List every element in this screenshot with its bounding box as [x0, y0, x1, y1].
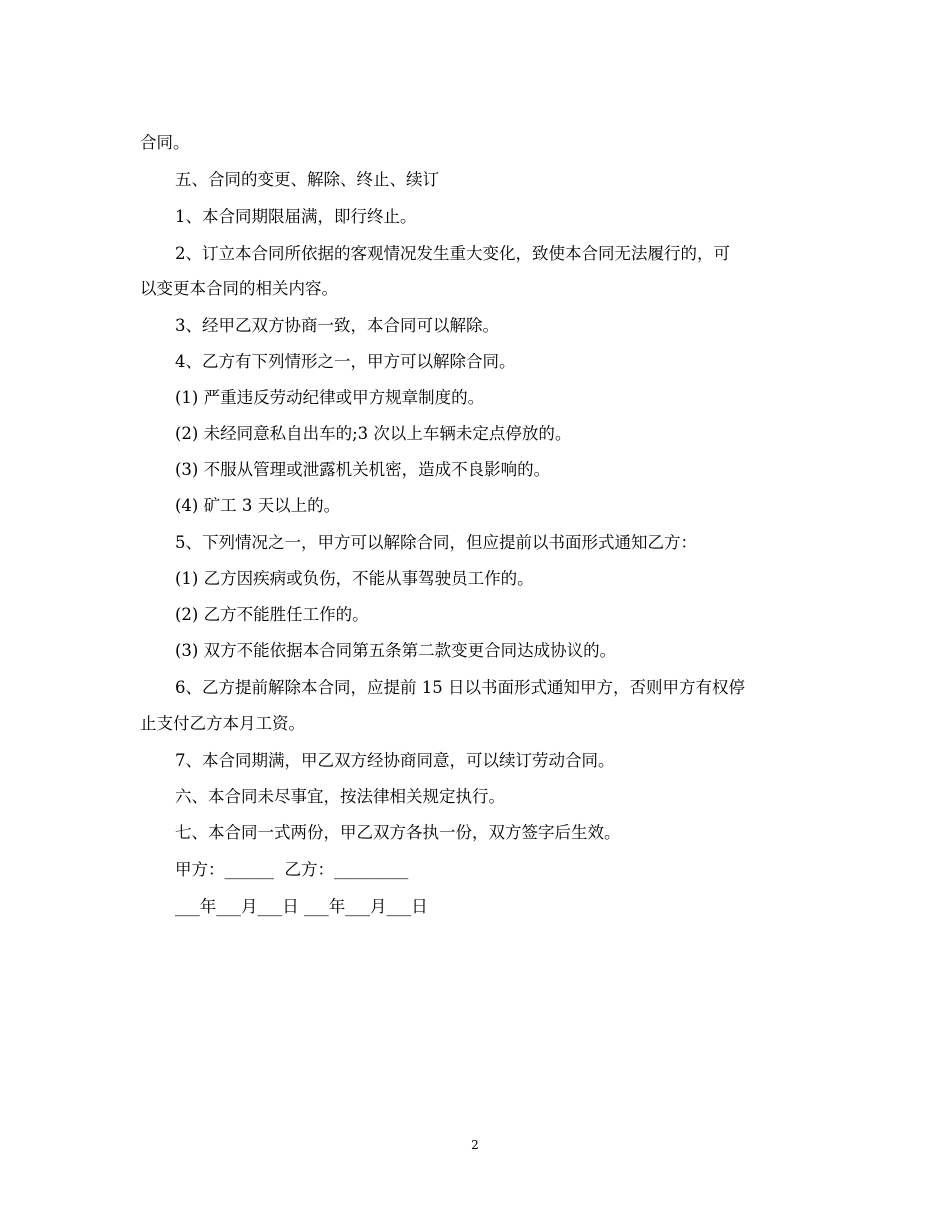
list-item: (4) 矿工 3 天以上的。 — [175, 496, 341, 515]
page-number: 2 — [471, 1138, 479, 1152]
section-heading: 五、合同的变更、解除、终止、续订 — [175, 170, 439, 189]
text-line: 4、乙方有下列情形之一，甲方可以解除合同。 — [175, 352, 516, 371]
list-item: (2) 乙方不能胜任工作的。 — [175, 605, 369, 624]
list-item: (3) 双方不能依据本合同第五条第二款变更合同达成协议的。 — [175, 641, 617, 660]
signature-line: 甲方：______ 乙方：_________ — [175, 860, 409, 879]
section-heading: 七、本合同一式两份，甲乙双方各执一份，双方签字后生效。 — [175, 823, 621, 842]
text-line: 3、经甲乙双方协商一致，本合同可以解除。 — [175, 316, 499, 335]
list-item: (1) 严重违反劳动纪律或甲方规章制度的。 — [175, 388, 485, 407]
section-heading: 六、本合同未尽事宜，按法律相关规定执行。 — [175, 787, 505, 806]
list-item: (1) 乙方因疾病或负伤，不能从事驾驶员工作的。 — [175, 569, 534, 588]
text-line: 合同。 — [140, 133, 190, 152]
list-item: (3) 不服从管理或泄露机关机密，造成不良影响的。 — [175, 460, 551, 479]
text-line: 1、本合同期限届满，即行终止。 — [175, 207, 417, 226]
text-line: 6、乙方提前解除本合同，应提前 15 日以书面形式通知甲方，否则甲方有权停 — [175, 678, 745, 697]
text-line: 止支付乙方本月工资。 — [140, 714, 305, 733]
list-item: (2) 未经同意私自出车的;3 次以上车辆未定点停放的。 — [175, 424, 572, 443]
date-line: ___年___月___日 ___年___月___日 — [175, 897, 428, 916]
text-line: 以变更本合同的相关内容。 — [140, 279, 338, 298]
text-line: 5、下列情况之一，甲方可以解除合同，但应提前以书面形式通知乙方： — [175, 533, 697, 552]
text-line: 2、订立本合同所依据的客观情况发生重大变化，致使本合同无法履行的，可 — [175, 244, 730, 263]
text-line: 7、本合同期满，甲乙双方经协商同意，可以续订劳动合同。 — [175, 751, 615, 770]
